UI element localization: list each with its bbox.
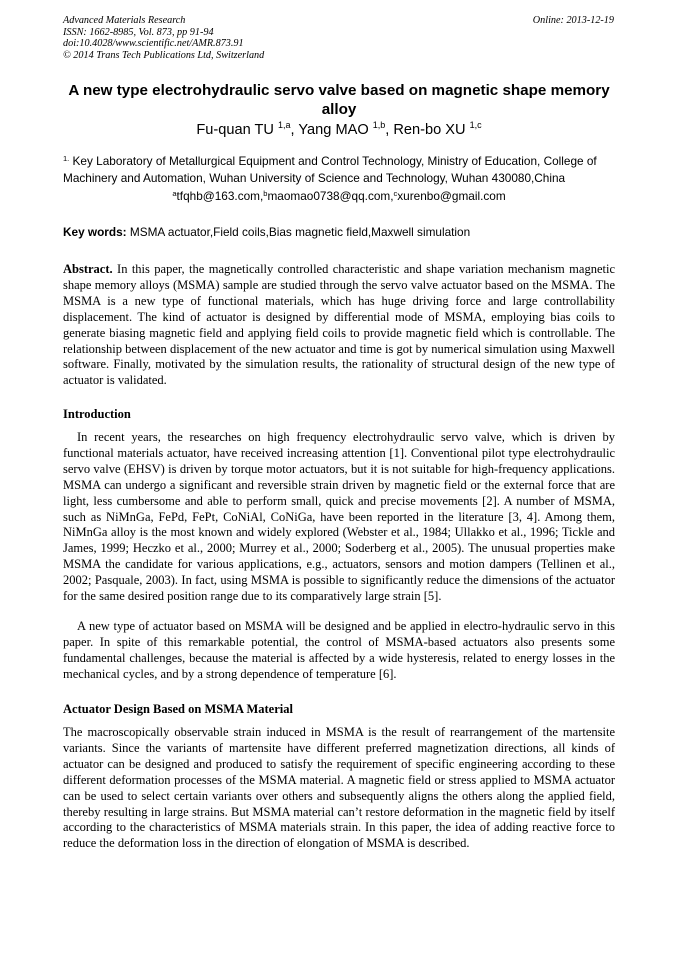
author-name: Fu-quan TU [196, 122, 274, 138]
author-affil-mark: 1,c [469, 120, 482, 130]
online-date: Online: 2013-12-19 [532, 15, 614, 26]
author-list: Fu-quan TU $^{1,a}$, Yang MAO $^{1,b}$, Ren-bo XU $^{1,c}$ [196, 120, 482, 138]
section-heading-actuator-design: Actuator Design Based on MSMA Material [63, 702, 293, 716]
introduction-paragraph-1: In recent years, the researches on high frequency electrohydraulic servo valve, which is driven by functional materials actuator, have received increasing attention [1]. Conventional pilot type electrohydraulic servo valve (EHSV) is driven by torque motor actuators, but it is not suitable for high-frequency applications. MSMA can undergo a significant and reversible strain driven by magnetic field or the external force that are light, less cumbersome and able to perform small, quick and precise movements [2]. A number of MSMA, such as NiMnGa, FePd, FePt, CoNiAl, CoNiGa, have been reported in the literature [3, 4]. Among them, NiMnGa alloy is the most known and widely explored (Webster et al., 1984; Ullakko et al., 1996; Tickle and James, 1999; Heczko et al., 2000; Murrey et al., 2000; Soderberg et al., 2005). The unusual properties make MSMA the candidate for various applications, e.g., actuators, sensors and motion dampers (Tellinen et al., 2002; Pasquale, 2003). In fact, using MSMA is possible to significantly reduce the dimensions of the actuator for the same desired position range due to its comparatively large strain [5]. [63, 430, 615, 604]
author-affil-mark: 1,a [278, 120, 291, 130]
email-list: $^a$tfqhb@163.com,$^b$maomao0738@qq.com,$^c$xurenbo@gmail.com [172, 189, 506, 203]
paper-title: A new type electrohydraulic servo valve based on magnetic shape memory alloy [68, 82, 610, 118]
abstract [63, 262, 615, 389]
keywords-label: Key words: [63, 225, 127, 239]
journal-copyright: © 2014 Trans Tech Publications Ltd, Switzerland [63, 49, 265, 61]
email-address[interactable]: maomao0738@qq.com [267, 189, 391, 203]
abstract-text: In this paper, the magnetically controlled characteristic and shape variation mechanism magnetic shape memory alloys (MSMA) sample are studied through the servo valve actuator based on the MSMA. The MSMA is a new type of functional materials, which has huge driving force and large controllability displacement. The kind of actuator is designed by differential mode of MSMA, employing bias coils to generate biasing magnetic field and applying field coils to provide magnetic field which is controllable. The relationship between displacement of the new actuator and time is got by numerical simulation using Maxwell software. Finally, motivated by the simulation results, the rationality of structural design of the new type of actuator is validated. [63, 262, 615, 388]
email-address[interactable]: tfqhb@163.com [176, 189, 260, 203]
section-heading-introduction: Introduction [63, 407, 131, 421]
author-name: Yang MAO [298, 122, 369, 138]
author-name: Ren-bo XU [393, 122, 466, 138]
email-mark: c [393, 189, 398, 198]
affiliation-mark: 1. [63, 154, 70, 163]
email-mark: b [263, 189, 268, 198]
journal-name: Advanced Materials Research [63, 15, 186, 26]
journal-issn: ISSN: 1662-8985, Vol. 873, pp 91-94 [63, 26, 214, 38]
affiliation-text: Key Laboratory of Metallurgical Equipment and Control Technology, Ministry of Education, College of Machinery and Automation, Wuhan University of Science and Technology, Wuhan 430080,China [63, 154, 597, 185]
journal-header [63, 15, 264, 61]
keywords-text: MSMA actuator,Field coils,Bias magnetic field,Maxwell simulation [129, 225, 471, 239]
abstract-label: Abstract. [63, 262, 113, 276]
actuator-design-paragraph-1: The macroscopically observable strain induced in MSMA is the result of rearrangement of the martensite variants. Since the variants of martensite have different preferred magnetization directions, all kinds of actuator can be designed and produced to satisfy the requirement of specific engineering according to these different deformation processes of the MSMA material. A magnetic field or stress applied to MSMA actuator can be used to select certain variants over others and subsequently aligns the others along the applied field, thereby resulting in large strains. But MSMA material can’t restore deformation in the magnetic field by itself according to the characteristics of MSMA materials strain. In this paper, the idea of adding reactive force to reduce the deformation loss in the direction of elongation of MSMA is described. [63, 725, 615, 851]
email-mark: a [172, 189, 177, 198]
introduction-paragraph-2: A new type of actuator based on MSMA will be designed and be applied in electro-hydraulic servo in this paper. In spite of this remarkable potential, the control of MSMA-based actuators also presents some fundamental challenges, because the material is affected by a wide hysteresis, related to energy losses in the mechanical cycles, and by a strong dependence of temperature [6]. [63, 619, 615, 681]
author-affil-mark: 1,b [372, 120, 386, 130]
affiliation [63, 153, 615, 186]
keywords [63, 224, 615, 240]
journal-doi: doi:10.4028/www.scientific.net/AMR.873.91 [63, 38, 244, 50]
email-address[interactable]: xurenbo@gmail.com [397, 189, 506, 203]
